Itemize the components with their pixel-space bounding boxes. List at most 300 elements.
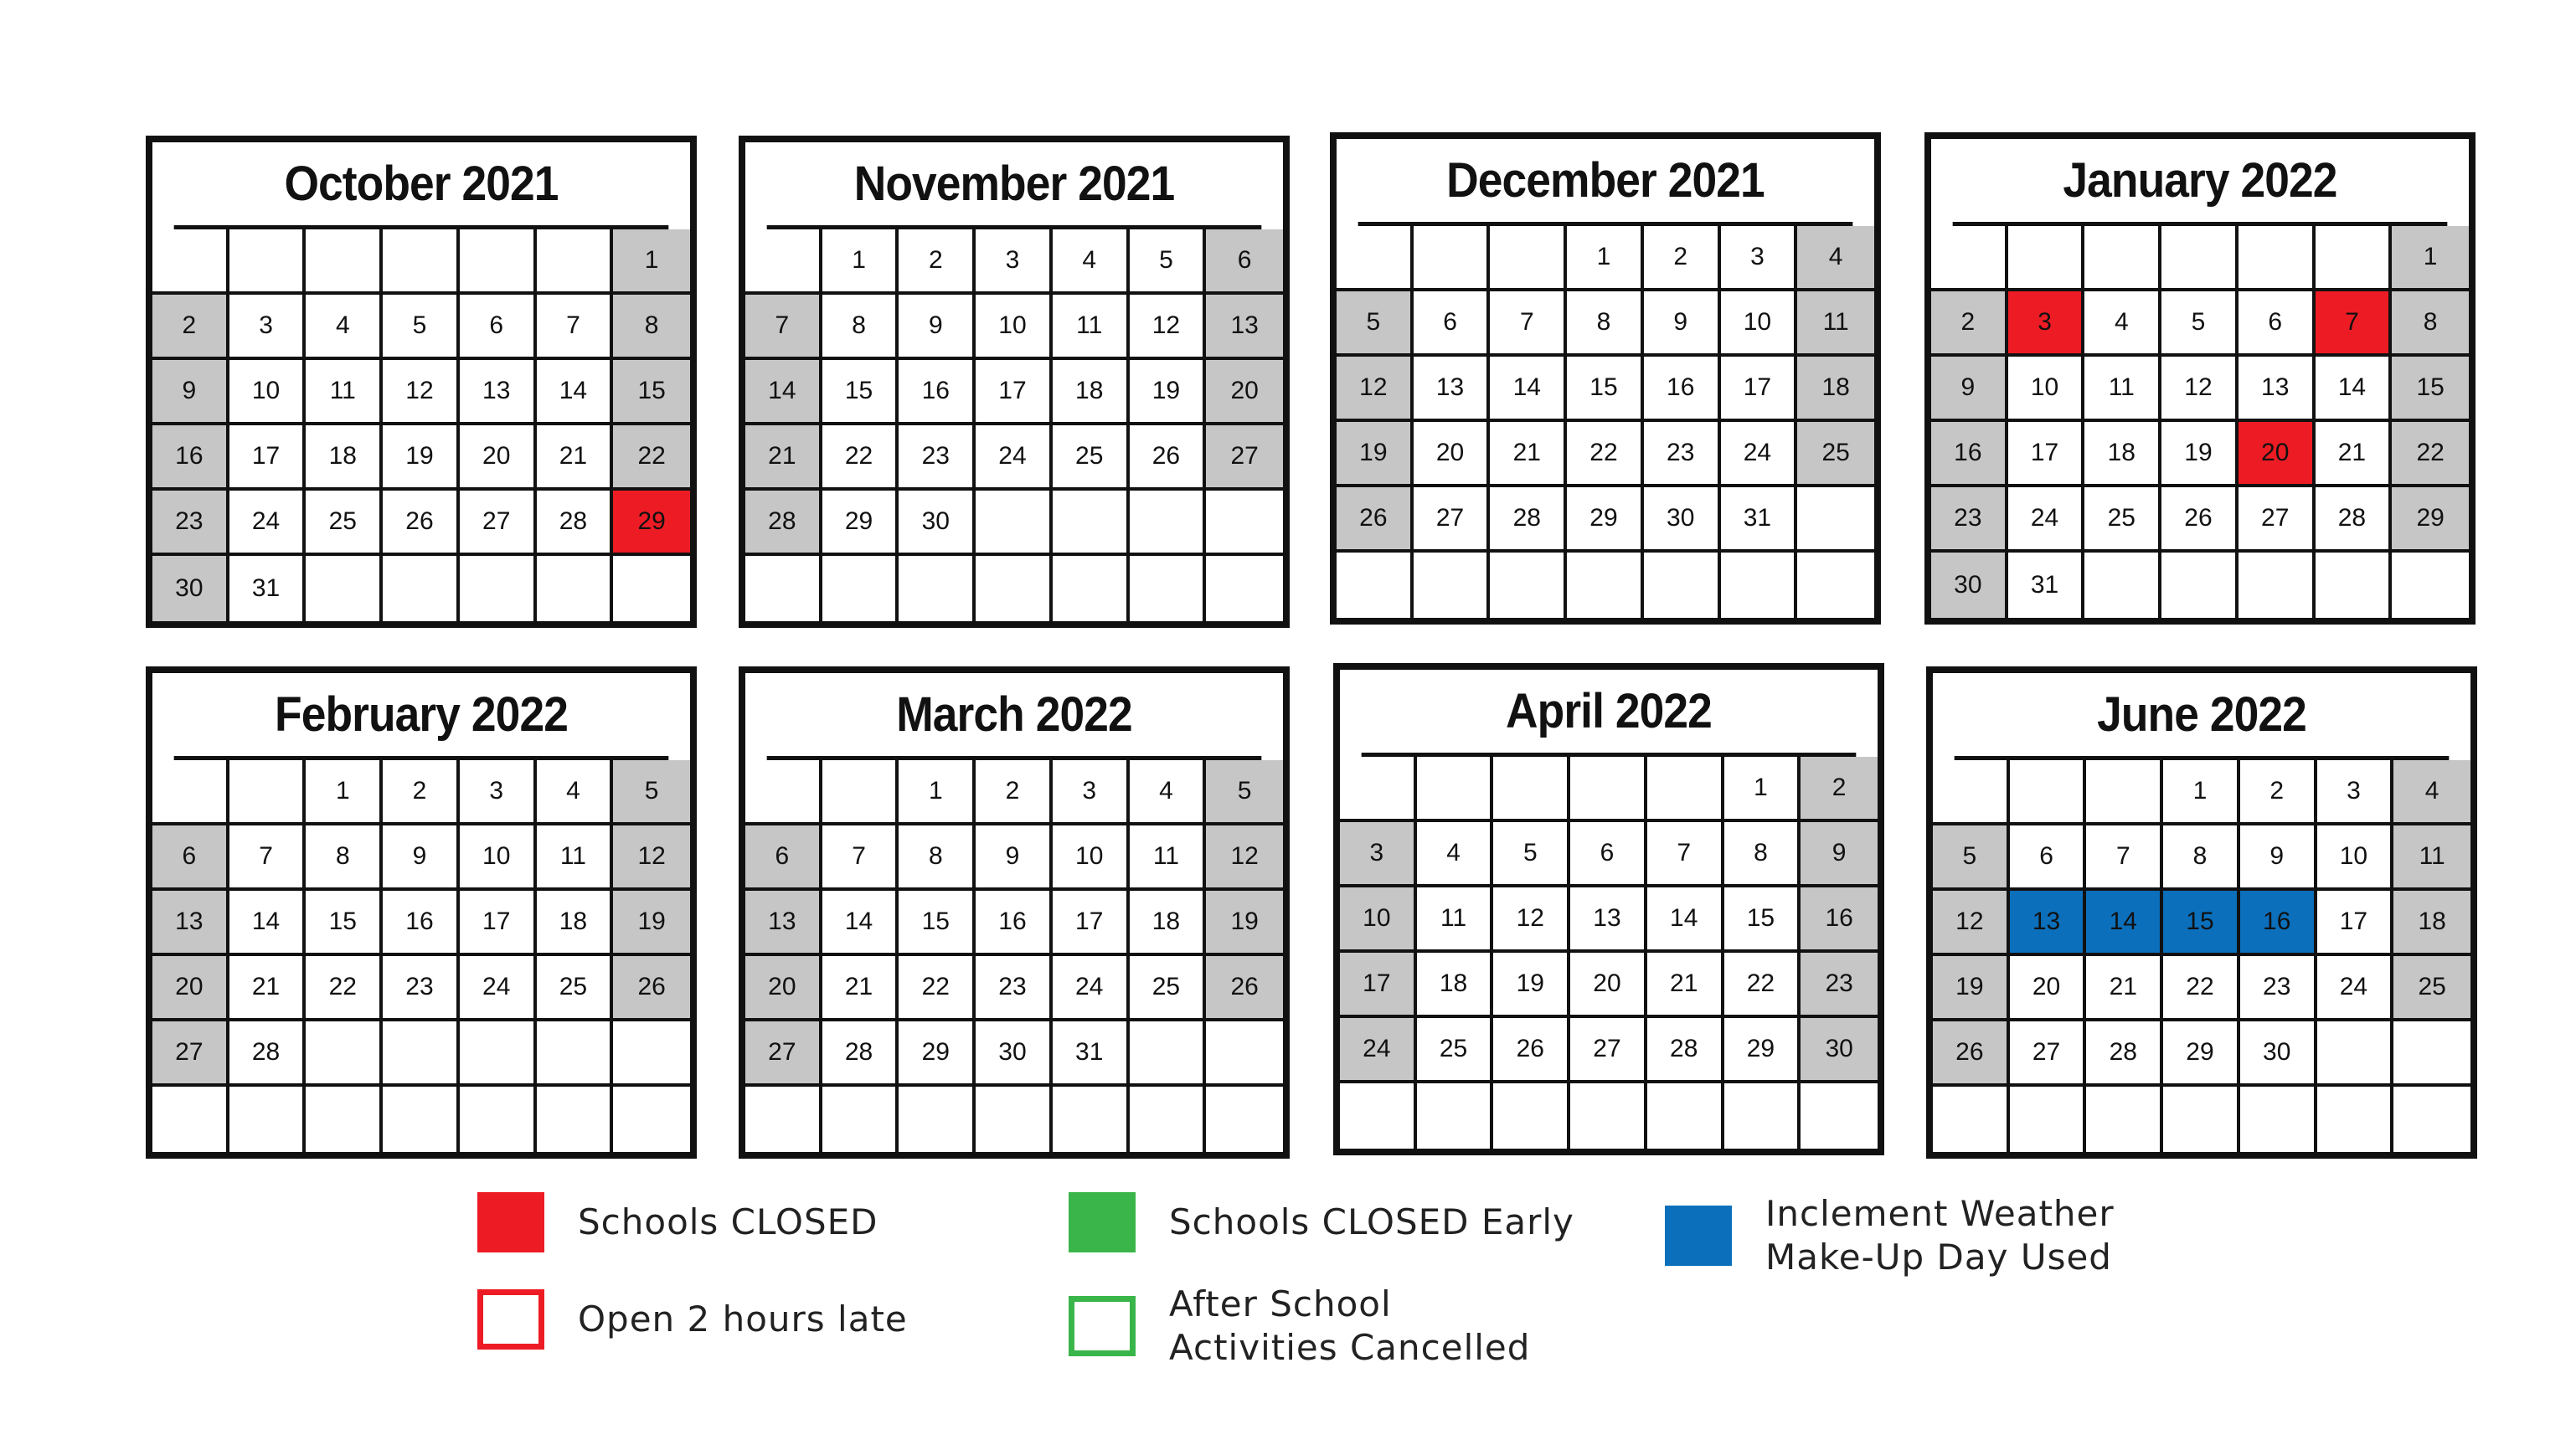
day-cell: 8 bbox=[2163, 825, 2240, 891]
day-cell: 13 bbox=[1206, 295, 1283, 360]
day-cell: 3 bbox=[1340, 822, 1417, 887]
empty-day-cell bbox=[1644, 553, 1721, 618]
empty-day-cell bbox=[229, 1087, 307, 1152]
day-grid bbox=[1933, 760, 2470, 1152]
day-cell: 18 bbox=[1130, 891, 1207, 956]
empty-day-cell bbox=[1417, 1083, 1494, 1149]
day-cell: 30 bbox=[1644, 487, 1721, 553]
empty-day-cell bbox=[1570, 1083, 1647, 1149]
day-cell: 8 bbox=[899, 825, 976, 891]
day-cell: 9 bbox=[1931, 357, 2008, 422]
day-cell: 4 bbox=[1797, 226, 1874, 291]
empty-day-cell bbox=[383, 229, 460, 295]
day-cell: 17 bbox=[1340, 953, 1417, 1018]
empty-day-cell bbox=[1340, 757, 1417, 822]
day-cell: 22 bbox=[306, 956, 383, 1021]
day-cell: 20 bbox=[745, 956, 822, 1021]
day-cell: 2 bbox=[899, 229, 976, 295]
day-cell: 4 bbox=[2084, 291, 2161, 357]
day-cell: 18 bbox=[1417, 953, 1494, 1018]
day-cell: 21 bbox=[1647, 953, 1724, 1018]
day-cell: 22 bbox=[822, 425, 899, 491]
day-cell: 6 bbox=[460, 295, 537, 360]
day-cell: 26 bbox=[1206, 956, 1283, 1021]
empty-day-cell bbox=[2161, 553, 2239, 618]
legend-label: Inclement Weather Make-Up Day Used bbox=[1765, 1193, 2115, 1278]
day-cell: 7 bbox=[1490, 291, 1567, 357]
empty-day-cell bbox=[152, 760, 229, 825]
day-cell: 26 bbox=[1130, 425, 1207, 491]
day-cell: 2 bbox=[976, 760, 1053, 825]
month-title: February 2022 bbox=[174, 673, 669, 760]
day-cell: 29 bbox=[899, 1021, 976, 1087]
day-cell: 5 bbox=[2161, 291, 2239, 357]
day-cell: 16 bbox=[383, 891, 460, 956]
day-cell: 24 bbox=[1721, 422, 1798, 487]
day-cell: 5 bbox=[613, 760, 690, 825]
day-cell: 15 bbox=[1567, 357, 1644, 422]
empty-day-cell bbox=[1206, 556, 1283, 621]
day-cell: 20 bbox=[2010, 956, 2087, 1021]
empty-day-cell bbox=[306, 556, 383, 621]
empty-day-cell bbox=[822, 556, 899, 621]
day-cell: 20 bbox=[152, 956, 229, 1021]
day-cell: 27 bbox=[1414, 487, 1491, 553]
day-cell: 12 bbox=[1130, 295, 1207, 360]
day-cell: 27 bbox=[745, 1021, 822, 1087]
day-cell: 19 bbox=[1206, 891, 1283, 956]
empty-day-cell bbox=[1417, 757, 1494, 822]
day-grid bbox=[745, 229, 1283, 621]
day-cell: 4 bbox=[1130, 760, 1207, 825]
empty-day-cell bbox=[1933, 760, 2010, 825]
day-cell: 8 bbox=[2392, 291, 2469, 357]
empty-day-cell bbox=[1130, 1021, 1207, 1087]
day-cell: 1 bbox=[2163, 760, 2240, 825]
day-cell: 31 bbox=[2008, 553, 2085, 618]
day-cell: 23 bbox=[1931, 487, 2008, 553]
blue-filled-square-icon bbox=[1665, 1206, 1732, 1266]
day-cell: 23 bbox=[2240, 956, 2317, 1021]
day-cell: 22 bbox=[2392, 422, 2469, 487]
empty-day-cell bbox=[1337, 226, 1414, 291]
day-cell: 28 bbox=[537, 491, 614, 556]
day-cell: 14 bbox=[229, 891, 307, 956]
day-cell: 31 bbox=[229, 556, 307, 621]
empty-day-cell bbox=[822, 1087, 899, 1152]
day-cell: 28 bbox=[2316, 487, 2393, 553]
day-cell: 17 bbox=[229, 425, 307, 491]
day-cell: 19 bbox=[1337, 422, 1414, 487]
day-cell: 24 bbox=[229, 491, 307, 556]
empty-day-cell bbox=[1130, 491, 1207, 556]
empty-day-cell bbox=[537, 1021, 614, 1087]
day-cell: 5 bbox=[1933, 825, 2010, 891]
day-cell: 13 bbox=[152, 891, 229, 956]
legend-label: Schools CLOSED Early bbox=[1169, 1201, 1574, 1242]
day-cell: 7 bbox=[2316, 291, 2393, 357]
day-cell: 16 bbox=[899, 360, 976, 425]
green-filled-square-icon bbox=[1069, 1192, 1136, 1252]
empty-day-cell bbox=[460, 1087, 537, 1152]
calendar-april-2022 bbox=[1333, 663, 1884, 1155]
day-cell: 17 bbox=[2317, 891, 2394, 956]
day-cell: 4 bbox=[1417, 822, 1494, 887]
day-cell: 10 bbox=[1721, 291, 1798, 357]
legend-open-late bbox=[477, 1289, 908, 1350]
calendar-february-2022 bbox=[146, 666, 697, 1159]
day-cell: 13 bbox=[1414, 357, 1491, 422]
empty-day-cell bbox=[1490, 553, 1567, 618]
day-cell: 26 bbox=[613, 956, 690, 1021]
empty-day-cell bbox=[2239, 226, 2316, 291]
day-cell: 8 bbox=[1724, 822, 1801, 887]
day-cell: 13 bbox=[745, 891, 822, 956]
empty-day-cell bbox=[2316, 226, 2393, 291]
day-cell: 21 bbox=[822, 956, 899, 1021]
day-grid bbox=[745, 760, 1283, 1152]
day-cell: 30 bbox=[1931, 553, 2008, 618]
day-cell: 1 bbox=[2392, 226, 2469, 291]
day-cell: 28 bbox=[2086, 1021, 2163, 1087]
empty-day-cell bbox=[1414, 553, 1491, 618]
day-cell: 7 bbox=[229, 825, 307, 891]
empty-day-cell bbox=[2086, 760, 2163, 825]
day-cell: 12 bbox=[2161, 357, 2239, 422]
day-cell: 15 bbox=[613, 360, 690, 425]
day-cell: 3 bbox=[1053, 760, 1130, 825]
day-cell: 29 bbox=[1567, 487, 1644, 553]
empty-day-cell bbox=[899, 556, 976, 621]
day-cell: 2 bbox=[1644, 226, 1721, 291]
day-cell: 20 bbox=[2239, 422, 2316, 487]
day-cell: 19 bbox=[1933, 956, 2010, 1021]
day-cell: 5 bbox=[1206, 760, 1283, 825]
day-cell: 11 bbox=[1053, 295, 1130, 360]
month-title: April 2022 bbox=[1362, 670, 1857, 757]
empty-day-cell bbox=[2392, 553, 2469, 618]
calendar-june-2022 bbox=[1926, 666, 2477, 1159]
day-cell: 19 bbox=[1493, 953, 1570, 1018]
day-cell: 15 bbox=[2392, 357, 2469, 422]
day-cell: 23 bbox=[976, 956, 1053, 1021]
empty-day-cell bbox=[1570, 757, 1647, 822]
day-cell: 25 bbox=[1797, 422, 1874, 487]
day-cell: 29 bbox=[2163, 1021, 2240, 1087]
day-cell: 6 bbox=[1206, 229, 1283, 295]
empty-day-cell bbox=[1206, 491, 1283, 556]
day-cell: 17 bbox=[460, 891, 537, 956]
empty-day-cell bbox=[2317, 1021, 2394, 1087]
empty-day-cell bbox=[152, 229, 229, 295]
legend-activities-cancelled bbox=[1069, 1283, 1530, 1370]
day-cell: 8 bbox=[613, 295, 690, 360]
day-cell: 5 bbox=[1493, 822, 1570, 887]
day-cell: 21 bbox=[2316, 422, 2393, 487]
empty-day-cell bbox=[613, 556, 690, 621]
day-cell: 1 bbox=[1724, 757, 1801, 822]
day-cell: 14 bbox=[2086, 891, 2163, 956]
day-cell: 24 bbox=[976, 425, 1053, 491]
empty-day-cell bbox=[1567, 553, 1644, 618]
empty-day-cell bbox=[1490, 226, 1567, 291]
month-title: December 2021 bbox=[1358, 139, 1853, 226]
day-cell: 31 bbox=[1721, 487, 1798, 553]
day-cell: 17 bbox=[2008, 422, 2085, 487]
day-cell: 4 bbox=[1053, 229, 1130, 295]
empty-day-cell bbox=[822, 760, 899, 825]
day-cell: 25 bbox=[2084, 487, 2161, 553]
day-cell: 15 bbox=[1724, 887, 1801, 953]
day-cell: 15 bbox=[2163, 891, 2240, 956]
day-cell: 17 bbox=[976, 360, 1053, 425]
empty-day-cell bbox=[1797, 553, 1874, 618]
legend-label: Schools CLOSED bbox=[578, 1201, 878, 1242]
day-cell: 2 bbox=[383, 760, 460, 825]
day-cell: 30 bbox=[1801, 1018, 1878, 1083]
day-cell: 14 bbox=[822, 891, 899, 956]
empty-day-cell bbox=[229, 229, 307, 295]
empty-day-cell bbox=[1053, 1087, 1130, 1152]
day-cell: 29 bbox=[822, 491, 899, 556]
empty-day-cell bbox=[2317, 1087, 2394, 1152]
day-cell: 23 bbox=[152, 491, 229, 556]
day-cell: 14 bbox=[2316, 357, 2393, 422]
day-cell: 9 bbox=[2240, 825, 2317, 891]
empty-day-cell bbox=[1493, 757, 1570, 822]
day-cell: 16 bbox=[152, 425, 229, 491]
empty-day-cell bbox=[1721, 553, 1798, 618]
empty-day-cell bbox=[1130, 1087, 1207, 1152]
empty-day-cell bbox=[1206, 1087, 1283, 1152]
day-cell: 14 bbox=[1647, 887, 1724, 953]
empty-day-cell bbox=[745, 229, 822, 295]
empty-day-cell bbox=[2010, 760, 2087, 825]
day-cell: 28 bbox=[822, 1021, 899, 1087]
day-cell: 17 bbox=[1721, 357, 1798, 422]
day-cell: 23 bbox=[383, 956, 460, 1021]
empty-day-cell bbox=[745, 1087, 822, 1152]
day-cell: 9 bbox=[383, 825, 460, 891]
day-cell: 25 bbox=[1053, 425, 1130, 491]
red-outlined-square-icon bbox=[477, 1289, 544, 1350]
day-grid bbox=[152, 229, 690, 621]
day-cell: 1 bbox=[1567, 226, 1644, 291]
day-cell: 6 bbox=[1414, 291, 1491, 357]
day-cell: 11 bbox=[2084, 357, 2161, 422]
empty-day-cell bbox=[2084, 553, 2161, 618]
empty-day-cell bbox=[613, 1087, 690, 1152]
day-cell: 26 bbox=[2161, 487, 2239, 553]
month-title: March 2022 bbox=[767, 673, 1262, 760]
empty-day-cell bbox=[1414, 226, 1491, 291]
empty-day-cell bbox=[2161, 226, 2239, 291]
day-cell: 30 bbox=[152, 556, 229, 621]
empty-day-cell bbox=[1206, 1021, 1283, 1087]
green-outlined-square-icon bbox=[1069, 1296, 1136, 1356]
day-cell: 11 bbox=[537, 825, 614, 891]
day-cell: 13 bbox=[2010, 891, 2087, 956]
day-cell: 9 bbox=[1644, 291, 1721, 357]
day-cell: 18 bbox=[1053, 360, 1130, 425]
day-cell: 29 bbox=[613, 491, 690, 556]
day-cell: 25 bbox=[537, 956, 614, 1021]
empty-day-cell bbox=[1130, 556, 1207, 621]
day-cell: 30 bbox=[976, 1021, 1053, 1087]
empty-day-cell bbox=[2086, 1087, 2163, 1152]
day-cell: 2 bbox=[1931, 291, 2008, 357]
day-cell: 27 bbox=[1206, 425, 1283, 491]
legend-makeup-day bbox=[1665, 1192, 2115, 1279]
day-cell: 4 bbox=[537, 760, 614, 825]
day-cell: 10 bbox=[976, 295, 1053, 360]
empty-day-cell bbox=[537, 556, 614, 621]
empty-day-cell bbox=[976, 1087, 1053, 1152]
empty-day-cell bbox=[152, 1087, 229, 1152]
calendar-march-2022 bbox=[739, 666, 1290, 1159]
empty-day-cell bbox=[1647, 757, 1724, 822]
day-cell: 7 bbox=[822, 825, 899, 891]
empty-day-cell bbox=[2239, 553, 2316, 618]
day-cell: 6 bbox=[2239, 291, 2316, 357]
day-cell: 23 bbox=[1644, 422, 1721, 487]
day-cell: 13 bbox=[2239, 357, 2316, 422]
day-cell: 29 bbox=[1724, 1018, 1801, 1083]
day-cell: 27 bbox=[2239, 487, 2316, 553]
day-cell: 22 bbox=[1724, 953, 1801, 1018]
day-cell: 2 bbox=[1801, 757, 1878, 822]
empty-day-cell bbox=[1340, 1083, 1417, 1149]
day-cell: 14 bbox=[745, 360, 822, 425]
day-cell: 1 bbox=[613, 229, 690, 295]
day-cell: 13 bbox=[460, 360, 537, 425]
day-cell: 10 bbox=[460, 825, 537, 891]
day-cell: 19 bbox=[383, 425, 460, 491]
empty-day-cell bbox=[460, 556, 537, 621]
day-cell: 11 bbox=[1417, 887, 1494, 953]
month-title: October 2021 bbox=[174, 142, 669, 229]
day-cell: 13 bbox=[1570, 887, 1647, 953]
day-cell: 12 bbox=[1337, 357, 1414, 422]
day-grid bbox=[152, 760, 690, 1152]
calendar-october-2021 bbox=[146, 136, 697, 628]
empty-day-cell bbox=[2084, 226, 2161, 291]
day-grid bbox=[1931, 226, 2469, 618]
day-cell: 20 bbox=[1414, 422, 1491, 487]
day-cell: 4 bbox=[2393, 760, 2470, 825]
empty-day-cell bbox=[306, 229, 383, 295]
day-cell: 21 bbox=[229, 956, 307, 1021]
empty-day-cell bbox=[383, 556, 460, 621]
day-cell: 18 bbox=[1797, 357, 1874, 422]
day-cell: 28 bbox=[1647, 1018, 1724, 1083]
empty-day-cell bbox=[306, 1021, 383, 1087]
day-cell: 15 bbox=[306, 891, 383, 956]
empty-day-cell bbox=[537, 229, 614, 295]
calendar-november-2021 bbox=[739, 136, 1290, 628]
day-cell: 27 bbox=[152, 1021, 229, 1087]
day-cell: 28 bbox=[229, 1021, 307, 1087]
month-title: June 2022 bbox=[1955, 673, 2450, 760]
day-cell: 16 bbox=[2240, 891, 2317, 956]
empty-day-cell bbox=[613, 1021, 690, 1087]
calendar-december-2021 bbox=[1330, 132, 1881, 625]
day-cell: 3 bbox=[229, 295, 307, 360]
legend-label: Open 2 hours late bbox=[578, 1298, 908, 1340]
day-cell: 16 bbox=[1644, 357, 1721, 422]
day-cell: 6 bbox=[152, 825, 229, 891]
day-cell: 8 bbox=[306, 825, 383, 891]
month-title: November 2021 bbox=[767, 142, 1262, 229]
day-cell: 6 bbox=[2010, 825, 2087, 891]
legend-schools-closed bbox=[477, 1192, 878, 1252]
day-cell: 1 bbox=[822, 229, 899, 295]
day-cell: 11 bbox=[1797, 291, 1874, 357]
day-cell: 28 bbox=[1490, 487, 1567, 553]
day-cell: 14 bbox=[537, 360, 614, 425]
empty-day-cell bbox=[1931, 226, 2008, 291]
day-cell: 3 bbox=[1721, 226, 1798, 291]
day-cell: 26 bbox=[1933, 1021, 2010, 1087]
day-cell: 2 bbox=[152, 295, 229, 360]
day-cell: 27 bbox=[2010, 1021, 2087, 1087]
day-grid bbox=[1340, 757, 1878, 1149]
day-cell: 9 bbox=[976, 825, 1053, 891]
day-cell: 16 bbox=[1801, 887, 1878, 953]
day-cell: 22 bbox=[899, 956, 976, 1021]
empty-day-cell bbox=[976, 491, 1053, 556]
day-cell: 29 bbox=[2392, 487, 2469, 553]
day-cell: 18 bbox=[2084, 422, 2161, 487]
day-cell: 18 bbox=[306, 425, 383, 491]
day-cell: 1 bbox=[306, 760, 383, 825]
day-cell: 21 bbox=[1490, 422, 1567, 487]
day-cell: 24 bbox=[2317, 956, 2394, 1021]
empty-day-cell bbox=[2393, 1021, 2470, 1087]
empty-day-cell bbox=[1493, 1083, 1570, 1149]
day-cell: 7 bbox=[1647, 822, 1724, 887]
empty-day-cell bbox=[1053, 491, 1130, 556]
day-cell: 17 bbox=[1053, 891, 1130, 956]
day-cell: 24 bbox=[460, 956, 537, 1021]
empty-day-cell bbox=[1053, 556, 1130, 621]
day-cell: 20 bbox=[460, 425, 537, 491]
day-cell: 10 bbox=[2317, 825, 2394, 891]
day-cell: 11 bbox=[306, 360, 383, 425]
empty-day-cell bbox=[460, 229, 537, 295]
empty-day-cell bbox=[383, 1087, 460, 1152]
day-cell: 23 bbox=[1801, 953, 1878, 1018]
empty-day-cell bbox=[1647, 1083, 1724, 1149]
day-cell: 4 bbox=[306, 295, 383, 360]
empty-day-cell bbox=[745, 556, 822, 621]
day-cell: 5 bbox=[1337, 291, 1414, 357]
day-cell: 19 bbox=[613, 891, 690, 956]
day-cell: 19 bbox=[1130, 360, 1207, 425]
day-cell: 11 bbox=[1130, 825, 1207, 891]
empty-day-cell bbox=[1797, 487, 1874, 553]
day-cell: 18 bbox=[537, 891, 614, 956]
day-cell: 19 bbox=[2161, 422, 2239, 487]
day-cell: 9 bbox=[1801, 822, 1878, 887]
day-cell: 10 bbox=[229, 360, 307, 425]
empty-day-cell bbox=[2008, 226, 2085, 291]
day-cell: 22 bbox=[1567, 422, 1644, 487]
day-cell: 24 bbox=[1053, 956, 1130, 1021]
day-cell: 11 bbox=[2393, 825, 2470, 891]
day-cell: 10 bbox=[2008, 357, 2085, 422]
empty-day-cell bbox=[745, 760, 822, 825]
